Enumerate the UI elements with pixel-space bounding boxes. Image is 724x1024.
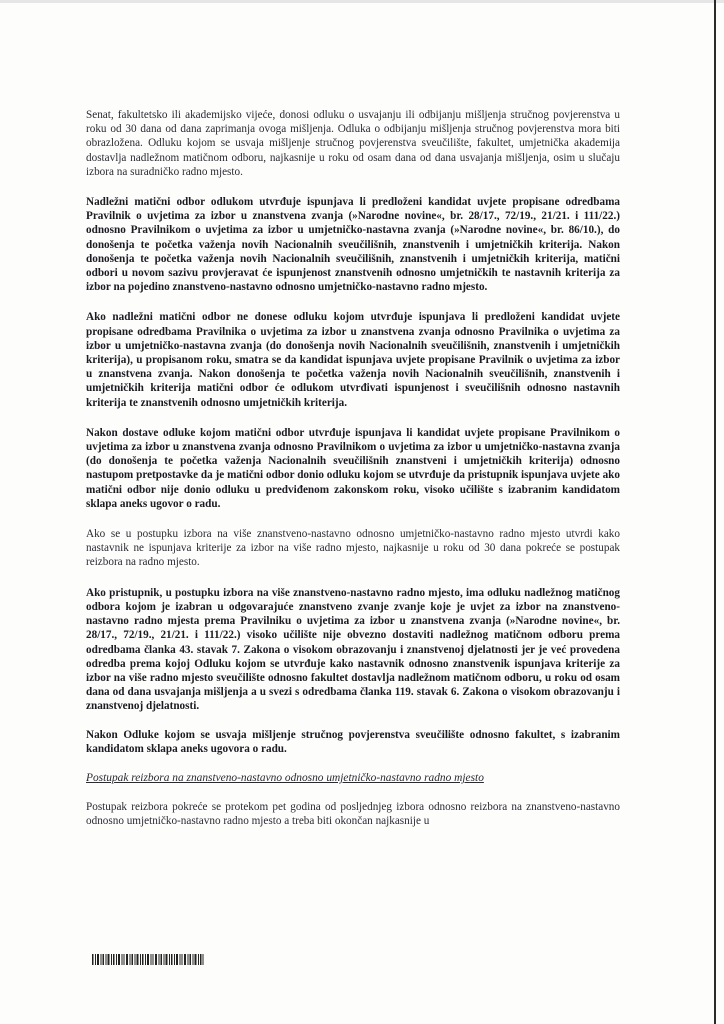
page-top-edge [0, 0, 724, 3]
paragraph-matični-odbor: Nadležni matični odbor odlukom utvrđuje ispunjava li predloženi kandidat uvjete propisane odredbama Pravilnik o uvjetima za izbor u znanstvena zvanja (»Narodne novine«, br. 28/17., 72/19., 21/21. i 111/22.) odnosno Pravilnikom o uvjetima za izbor u umjetničko-nastavna zvanja (»Narodne novine«, br. 86/10.), do donošenja te početka važenja novih Nacionalnih sveučilišnih, znanstvenih i umjetničkih kriterija. Nakon donošenja te početka važenja novih Nacionalnih sveučilišnih, znanstvenih i umjetničkih kriterija, matični odbori u novom sazivu provjeravat će ispunjenost znanstvenih odnosno umjetničkih te nastavnih kriterija za izbor na pojedino znanstveno-nastavno odnosno umjetničko-nastavno radno mjesto. [86, 196, 620, 294]
barcode-icon [92, 954, 204, 965]
page-right-edge [714, 0, 716, 1024]
paragraph-after-delivery: Nakon dostave odluke kojom matični odbor utvrđuje ispunjava li kandidat uvjete propisane Pravilnikom o uvjetima za izbor u znanstvena zvanja odnosno Pravilnikom o uvjetima za izbor u umjetničko-nastavna zvanja (do donošenja te početka važenja Nacionalnih sveučilišnih znanstveni i umjetničkih kriterija) odnosno nastupom pretpostavke da je matični odbor donio odluku kojom se utvrđuje da pristupnik ispunjava uvjete ako matični odbor nije donio odluku u predviđenom zakonskom roku, visoko učilište s izabranim kandidatom sklapa aneks ugovor o radu. [86, 426, 620, 510]
paragraph-senate-decision: Senat, fakultetsko ili akademijsko vijeće, donosi odluku o usvajanju ili odbijanju mišljenja stručnog povjerenstva u roku od 30 dana od dana zaprimanja ovoga mišljenja. Odluka o odbijanju mišljenja stručnog povjerenstva mora biti obrazložena. Odluku kojom se usvaja mišljenje stručnog povjerenstva sveučilište, fakultet, umjetnička akademija dostavlja nadležnom matičnom odboru, najkasnije u roku od osam dana od dana usvajanja mišljenja, osim u slučaju izbora na suradničko radno mjesto. [86, 109, 620, 178]
document-body [86, 108, 620, 828]
paragraph-higher-position: Ako se u postupku izbora na više znanstveno-nastavno odnosno umjetničko-nastavno radno mjesto utvrdi kako nastavnik ne ispunjava kriterije za izbor na više radno mjesto, najkasnije u roku od 30 dana pokreće se postupak reizbora na radno mjesto. [86, 528, 620, 569]
paragraph-annex-contract: Nakon Odluke kojom se usvaja mišljenje stručnog povjerenstva sveučilište odnosno fakultet, s izabranim kandidatom sklapa aneks ugovora o radu. [86, 728, 620, 755]
paragraph-reelection-procedure: Postupak reizbora pokreće se protekom pet godina od posljednjeg izbora odnosno reizbora na znanstveno-nastavno odnosno umjetničko-nastavno radno mjesto a treba biti okončan najkasnije u [86, 800, 620, 828]
paragraph-candidate-decision: Ako pristupnik, u postupku izbora na više znanstveno-nastavno radno mjesto, ima odluku nadležnog matičnog odbora kojom je izabran u odgovarajuće znanstveno zvanje zvanje koje je uvjet za izbor na znanstveno-nastavno radno mjesta prema Pravilniku o uvjetima za izbor u znanstvena zvanja (»Narodne novine«, br. 28/17., 72/19., 21/21. i 111/22.) visoko učilište nije obvezno dostaviti nadležnog matičnom odboru prema odredbama članka 43. stavak 7. Zakona o visokom obrazovanju i znanstvenoj djelatnosti jer je već provedena odredba prema kojoj Odluku kojom se utvrđuje kako nastavnik odnosno znanstvenik ispunjava kriterije za izbor na više radno mjesto sveučilište odnosno fakultet dostavlja nadležnom matičnom odboru, u roku od osam dana od dana usvajanja mišljenja a u svezi s odredbama članka 119. stavak 6. Zakona o visokom obrazovanju i znanstvenoj djelatnosti. [86, 586, 620, 713]
section-heading-reelection: Postupak reizbora na znanstveno-nastavno odnosno umjetničko-nastavno radno mjesto [86, 771, 484, 784]
paragraph-no-decision: Ako nadležni matični odbor ne donese odluku kojom utvrđuje ispunjava li predloženi kandidat uvjete propisane odredbama Pravilnika o uvjetima za izbor u znanstvena zvanja odnosno Pravilnika o uvjetima za izbor u umjetničko-nastavna zvanja (do donošenja novih Nacionalnih sveučilišnih, znanstvenih i umjetničkih kriterija), u propisanom roku, smatra se da kandidat ispunjava uvjete propisane Pravilnik o uvjetima za izbor u znanstvena zvanja. Nakon donošenja te početka važenja novih Nacionalnih sveučilišnih, znanstvenih i umjetničkih kriterija matični odbor će odlukom utvrđivati ispunjenost i sveučilišnih odnosno nastavnih kriterija te znanstvenih odnosno umjetničkih kriterija. [86, 311, 620, 409]
